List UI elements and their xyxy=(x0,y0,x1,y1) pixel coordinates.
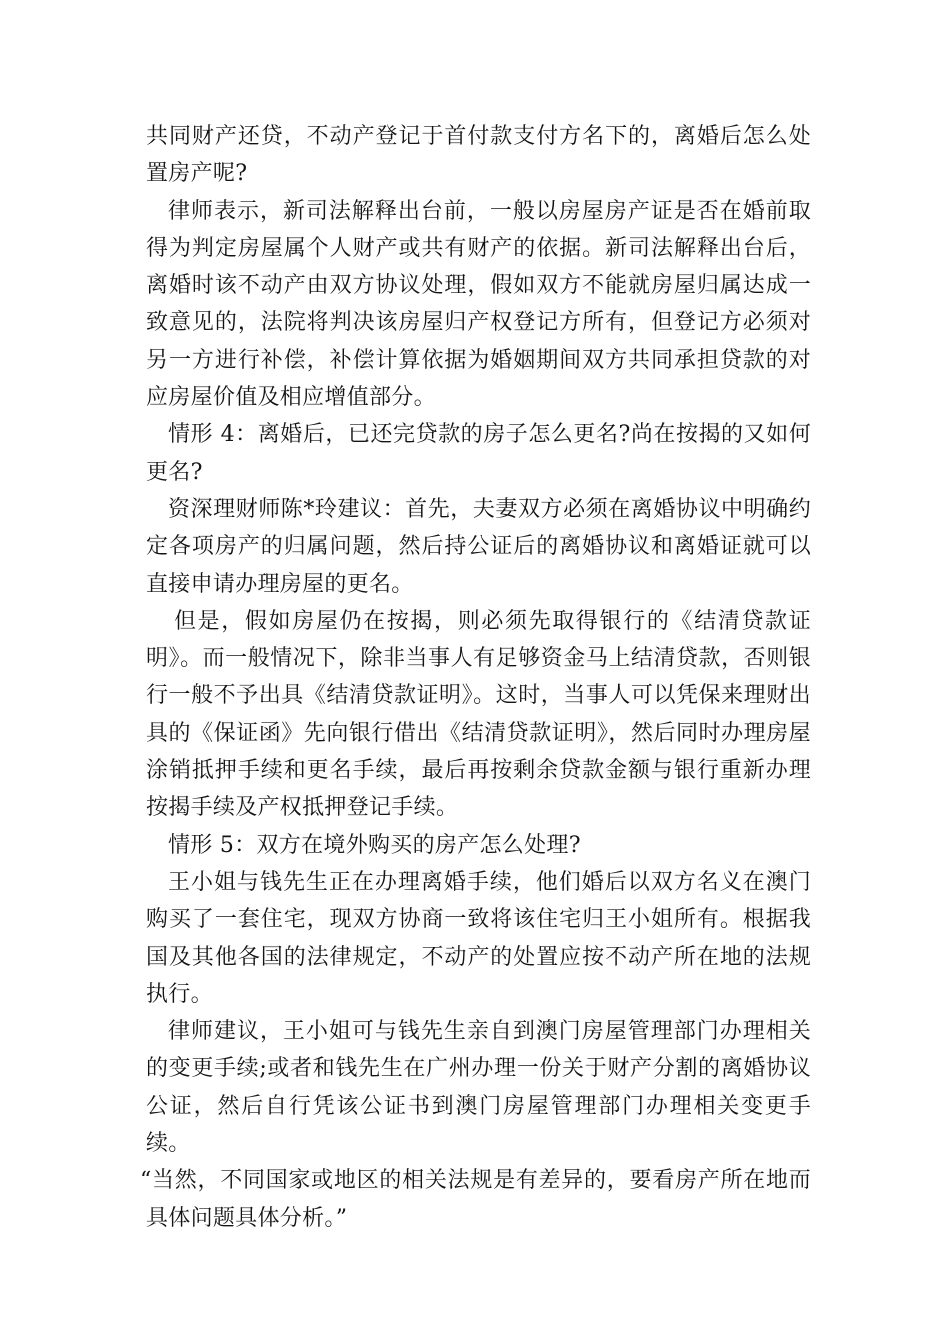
document-body xyxy=(140,118,811,1237)
paragraph-5: 但是，假如房屋仍在按揭，则必须先取得银行的《结清贷款证明》。而一般情况下，除非当事人有足够资金马上结清贷款，否则银行一般不予出具《结清贷款证明》。这时，当事人可以凭保来理财出具的《保证函》先向银行借出《结清贷款证明》，然后同时办理房屋涂销抵押手续和更名手续，最后再按剩余贷款金额与银行重新办理按揭手续及产权抵押登记手续。 xyxy=(146,608,811,821)
paragraph-8: 律师建议，王小姐可与钱先生亲自到澳门房屋管理部门办理相关的变更手续;或者和钱先生在广州办理一份关于财产分割的离婚协议公证，然后自行凭该公证书到澳门房屋管理部门办理相关变更手续。 xyxy=(146,1019,811,1157)
paragraph-7: 王小姐与钱先生正在办理离婚手续，他们婚后以双方名义在澳门购买了一套住宅，现双方协商一致将该住宅归王小姐所有。根据我国及其他各国的法律规定，不动产的处置应按不动产所在地的法规执行。 xyxy=(146,869,811,1007)
paragraph-9-quote: “当然，不同国家或地区的相关法规是有差异的，要看房产所在地而具体问题具体分析。” xyxy=(140,1168,811,1231)
paragraph-6-heading: 情形 5：双方在境外购买的房产怎么处理? xyxy=(168,832,581,858)
paragraph-4: 资深理财师陈*玲建议：首先，夫妻双方必须在离婚协议中明确约定各项房产的归属问题，然后持公证后的离婚协议和离婚证就可以直接申请办理房屋的更名。 xyxy=(146,496,811,597)
paragraph-2: 律师表示，新司法解释出台前，一般以房屋房产证是否在婚前取得为判定房屋属个人财产或共有财产的依据。新司法解释出台后，离婚时该不动产由双方协议处理，假如双方不能就房屋归属达成一致意见的，法院将判决该房屋归产权登记方所有，但登记方必须对另一方进行补偿，补偿计算依据为婚姻期间双方共同承担贷款的对应房屋价值及相应增值部分。 xyxy=(146,198,811,411)
paragraph-1: 共同财产还贷，不动产登记于首付款支付方名下的，离婚后怎么处置房产呢? xyxy=(146,124,811,187)
paragraph-3-heading: 情形 4：离婚后，已还完贷款的房子怎么更名?尚在按揭的又如何更名? xyxy=(146,422,811,485)
